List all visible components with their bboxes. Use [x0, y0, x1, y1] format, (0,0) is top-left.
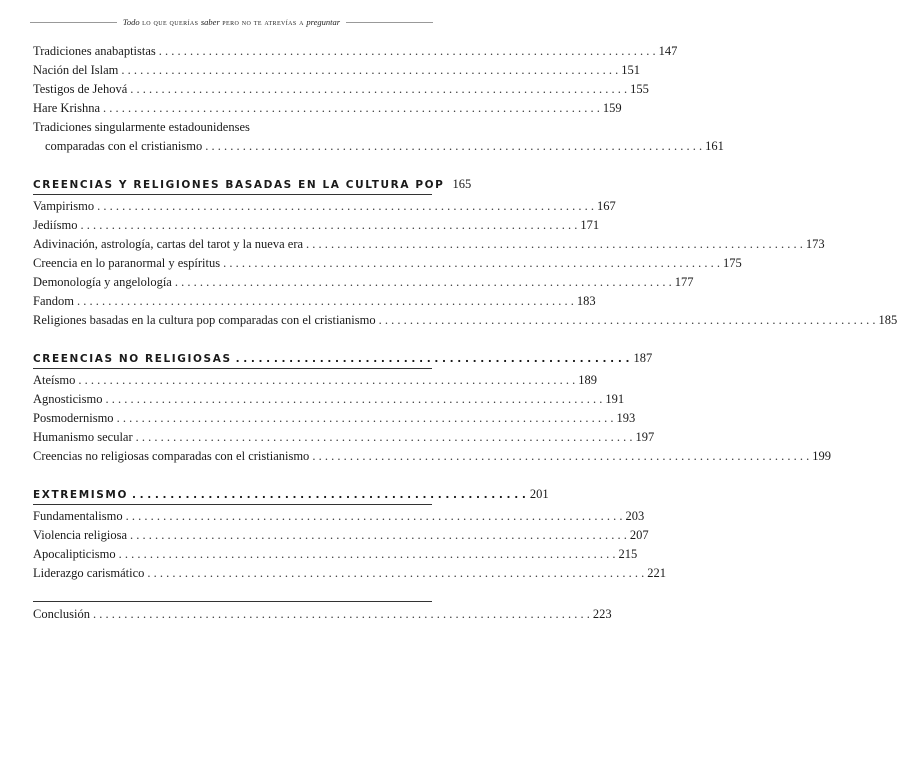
running-header [30, 14, 433, 30]
toc-entry[interactable] [33, 197, 616, 216]
toc-entry[interactable] [33, 564, 667, 583]
entry-label: Conclusión [33, 607, 90, 621]
entry-page-number: 193 [616, 411, 636, 425]
header-caps-2: pero no te atrevías a [222, 17, 304, 27]
entry-label: Liderazgo carismático [33, 566, 145, 580]
toc-section-non-religious [33, 348, 831, 466]
toc-entry[interactable] [33, 254, 742, 273]
entry-label: Apocalipticismo [33, 547, 116, 561]
toc-entry[interactable] [33, 311, 897, 330]
entry-label: Posmodernismo [33, 411, 114, 425]
entry-label: Adivinación, astrología, cartas del tarot y la nueva era [33, 237, 304, 251]
toc-entry[interactable] [33, 137, 724, 156]
entry-page-number: 221 [647, 566, 667, 580]
entry-label: Fundamentalismo [33, 509, 123, 523]
dot-leader [126, 507, 623, 526]
toc-entry[interactable] [33, 507, 645, 526]
toc-entry[interactable] [33, 61, 641, 80]
entry-page-number: 207 [629, 528, 649, 542]
entry-page-number: 177 [674, 275, 694, 289]
dot-leader [77, 292, 574, 311]
entry-label: Nación del Islam [33, 63, 119, 77]
section-title: CREENCIAS NO RELIGIOSAS [33, 353, 232, 365]
header-rule-right [346, 22, 433, 23]
entry-label: Creencias no religiosas comparadas con el cristianismo [33, 449, 310, 463]
entry-label-line-1[interactable]: Tradiciones singularmente estadounidenses [33, 120, 250, 134]
toc-entry[interactable] [33, 605, 612, 624]
dot-leader [80, 216, 577, 235]
entry-label: Humanismo secular [33, 430, 133, 444]
section-page-number: 201 [529, 487, 549, 501]
section-title: CREENCIAS Y RELIGIONES BASADAS EN LA CULTURA POP [33, 179, 445, 191]
header-caps-1: lo que querías [142, 17, 199, 27]
toc-entry[interactable] [33, 390, 625, 409]
dot-leader [205, 137, 702, 156]
entry-label-line-2: comparadas con el cristianismo [45, 139, 203, 153]
entry-page-number: 161 [705, 139, 724, 153]
entry-label: Tradiciones anabaptistas [33, 44, 156, 58]
toc-entry[interactable] [33, 292, 596, 311]
dot-leader [119, 545, 616, 564]
toc-section-pop-culture [33, 174, 897, 330]
dot-leader [121, 61, 618, 80]
entry-page-number: 175 [722, 256, 742, 270]
dot-leader [97, 197, 594, 216]
toc-entry[interactable] [33, 409, 636, 428]
entry-page-number: 223 [592, 607, 612, 621]
dot-leader [103, 99, 600, 118]
toc-entry[interactable] [33, 99, 622, 118]
entry-label: Hare Krishna [33, 101, 100, 115]
dot-leader [78, 371, 575, 390]
dot-leader [236, 349, 630, 369]
toc-entry[interactable] [33, 235, 825, 254]
entry-page-number: 189 [578, 373, 597, 387]
dot-leader [223, 254, 720, 273]
toc-entry[interactable] [33, 273, 694, 292]
dot-leader [130, 80, 627, 99]
entry-page-number: 203 [625, 509, 645, 523]
header-rule-left [30, 22, 117, 23]
dot-leader [312, 447, 809, 466]
entry-page-number: 199 [812, 449, 831, 463]
header-italic-2: saber [200, 17, 220, 27]
section-page-number: 187 [633, 351, 653, 365]
dot-leader [136, 428, 633, 447]
section-heading[interactable] [33, 348, 653, 368]
entry-page-number: 171 [580, 218, 600, 232]
entry-page-number: 185 [878, 313, 897, 327]
entry-label: Violencia religiosa [33, 528, 128, 542]
section-heading[interactable] [33, 484, 549, 504]
entry-page-number: 173 [805, 237, 825, 251]
entry-label: Demonología y angelología [33, 275, 172, 289]
dot-leader [379, 311, 876, 330]
entry-page-number: 215 [618, 547, 638, 561]
entry-page-number: 151 [621, 63, 641, 77]
toc-conclusion [33, 601, 612, 624]
entry-label: Ateísmo [33, 373, 76, 387]
header-italic-1: Todo [122, 17, 140, 27]
running-header-text [117, 17, 346, 27]
toc-block-1 [33, 42, 724, 156]
dot-leader [105, 390, 602, 409]
entry-label: Creencia en lo paranormal y espíritus [33, 256, 221, 270]
toc-entry[interactable] [33, 526, 649, 545]
toc-entry[interactable] [33, 42, 678, 61]
dot-leader [159, 42, 656, 61]
dot-leader [147, 564, 644, 583]
dot-leader [117, 409, 614, 428]
entry-label: Religiones basadas en la cultura pop comparadas con el cristianismo [33, 313, 376, 327]
section-title: EXTREMISMO [33, 489, 128, 501]
entry-label: Testigos de Jehová [33, 82, 128, 96]
table-of-contents [33, 42, 897, 624]
toc-entry[interactable] [33, 428, 655, 447]
dot-leader [130, 526, 627, 545]
entry-page-number: 155 [630, 82, 649, 96]
section-heading[interactable] [33, 174, 472, 194]
toc-entry[interactable] [33, 80, 649, 99]
entry-page-number: 147 [658, 44, 678, 58]
entry-label: Jediísmo [33, 218, 78, 232]
dot-leader [93, 605, 590, 624]
entry-label: Vampirismo [33, 199, 95, 213]
section-page-number: 165 [452, 177, 472, 191]
entry-page-number: 197 [635, 430, 655, 444]
dot-leader [132, 485, 526, 505]
header-italic-3: preguntar [306, 17, 341, 27]
toc-entry[interactable] [33, 371, 597, 390]
dot-leader [175, 273, 672, 292]
entry-page-number: 183 [576, 294, 596, 308]
toc-entry[interactable] [33, 447, 831, 466]
entry-page-number: 191 [605, 392, 625, 406]
dot-leader [306, 235, 803, 254]
entry-page-number: 167 [596, 199, 616, 213]
toc-entry[interactable] [33, 545, 638, 564]
entry-label: Fandom [33, 294, 74, 308]
toc-entry[interactable] [33, 216, 600, 235]
toc-section-extremism [33, 484, 667, 583]
entry-label: Agnosticismo [33, 392, 103, 406]
entry-page-number: 159 [602, 101, 622, 115]
